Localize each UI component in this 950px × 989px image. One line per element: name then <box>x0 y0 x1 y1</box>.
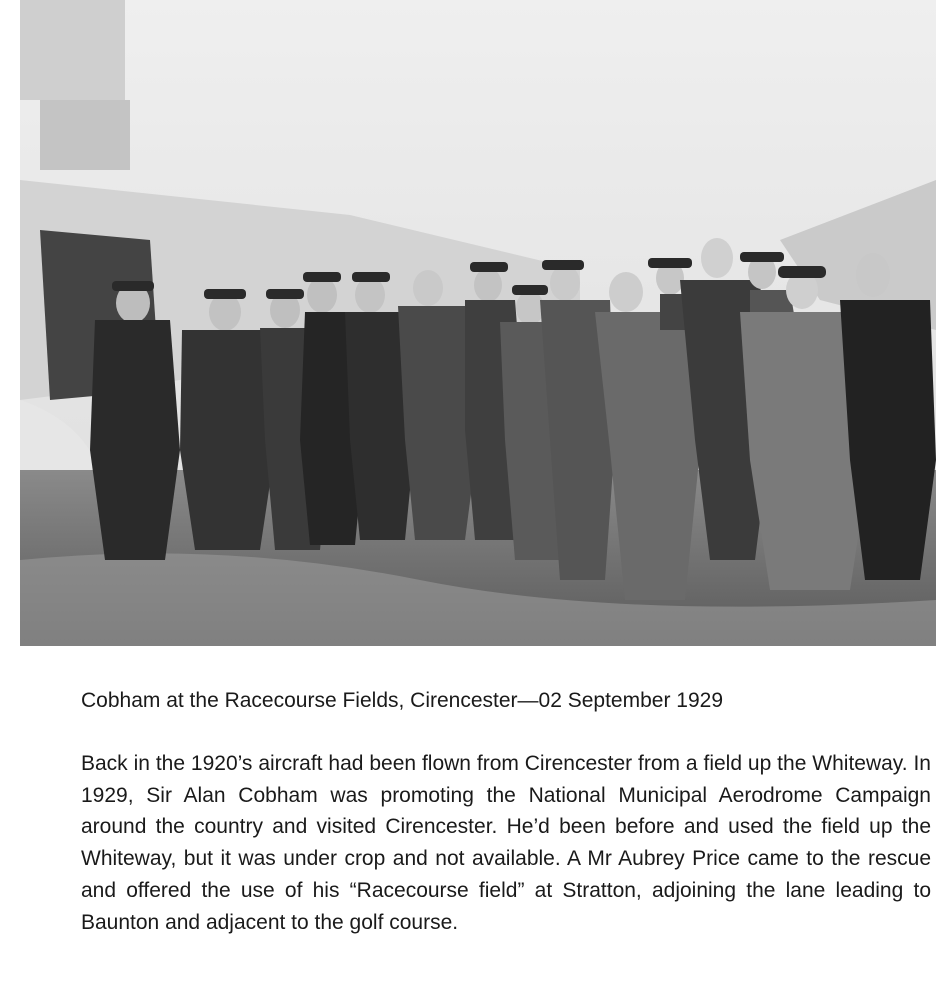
photo-caption: Cobham at the Racecourse Fields, Cirencester—02 September 1929 <box>81 689 723 712</box>
photo-illustration <box>20 0 936 646</box>
historic-photograph <box>20 0 936 646</box>
history-paragraph: Back in the 1920’s aircraft had been flown from Cirencester from a field up the Whiteway. In 1929, Sir Alan Cobham was promoting the National Municipal Aerodrome Campaign around the country and visited Cirencester. He’d been before and used the field up the Whiteway, but it was under crop and not available. A Mr Aubrey Price came to the rescue and offered the use of his “Racecourse field” at Stratton, adjoining the lane leading to Baunton and adjacent to the golf course. <box>81 752 931 934</box>
